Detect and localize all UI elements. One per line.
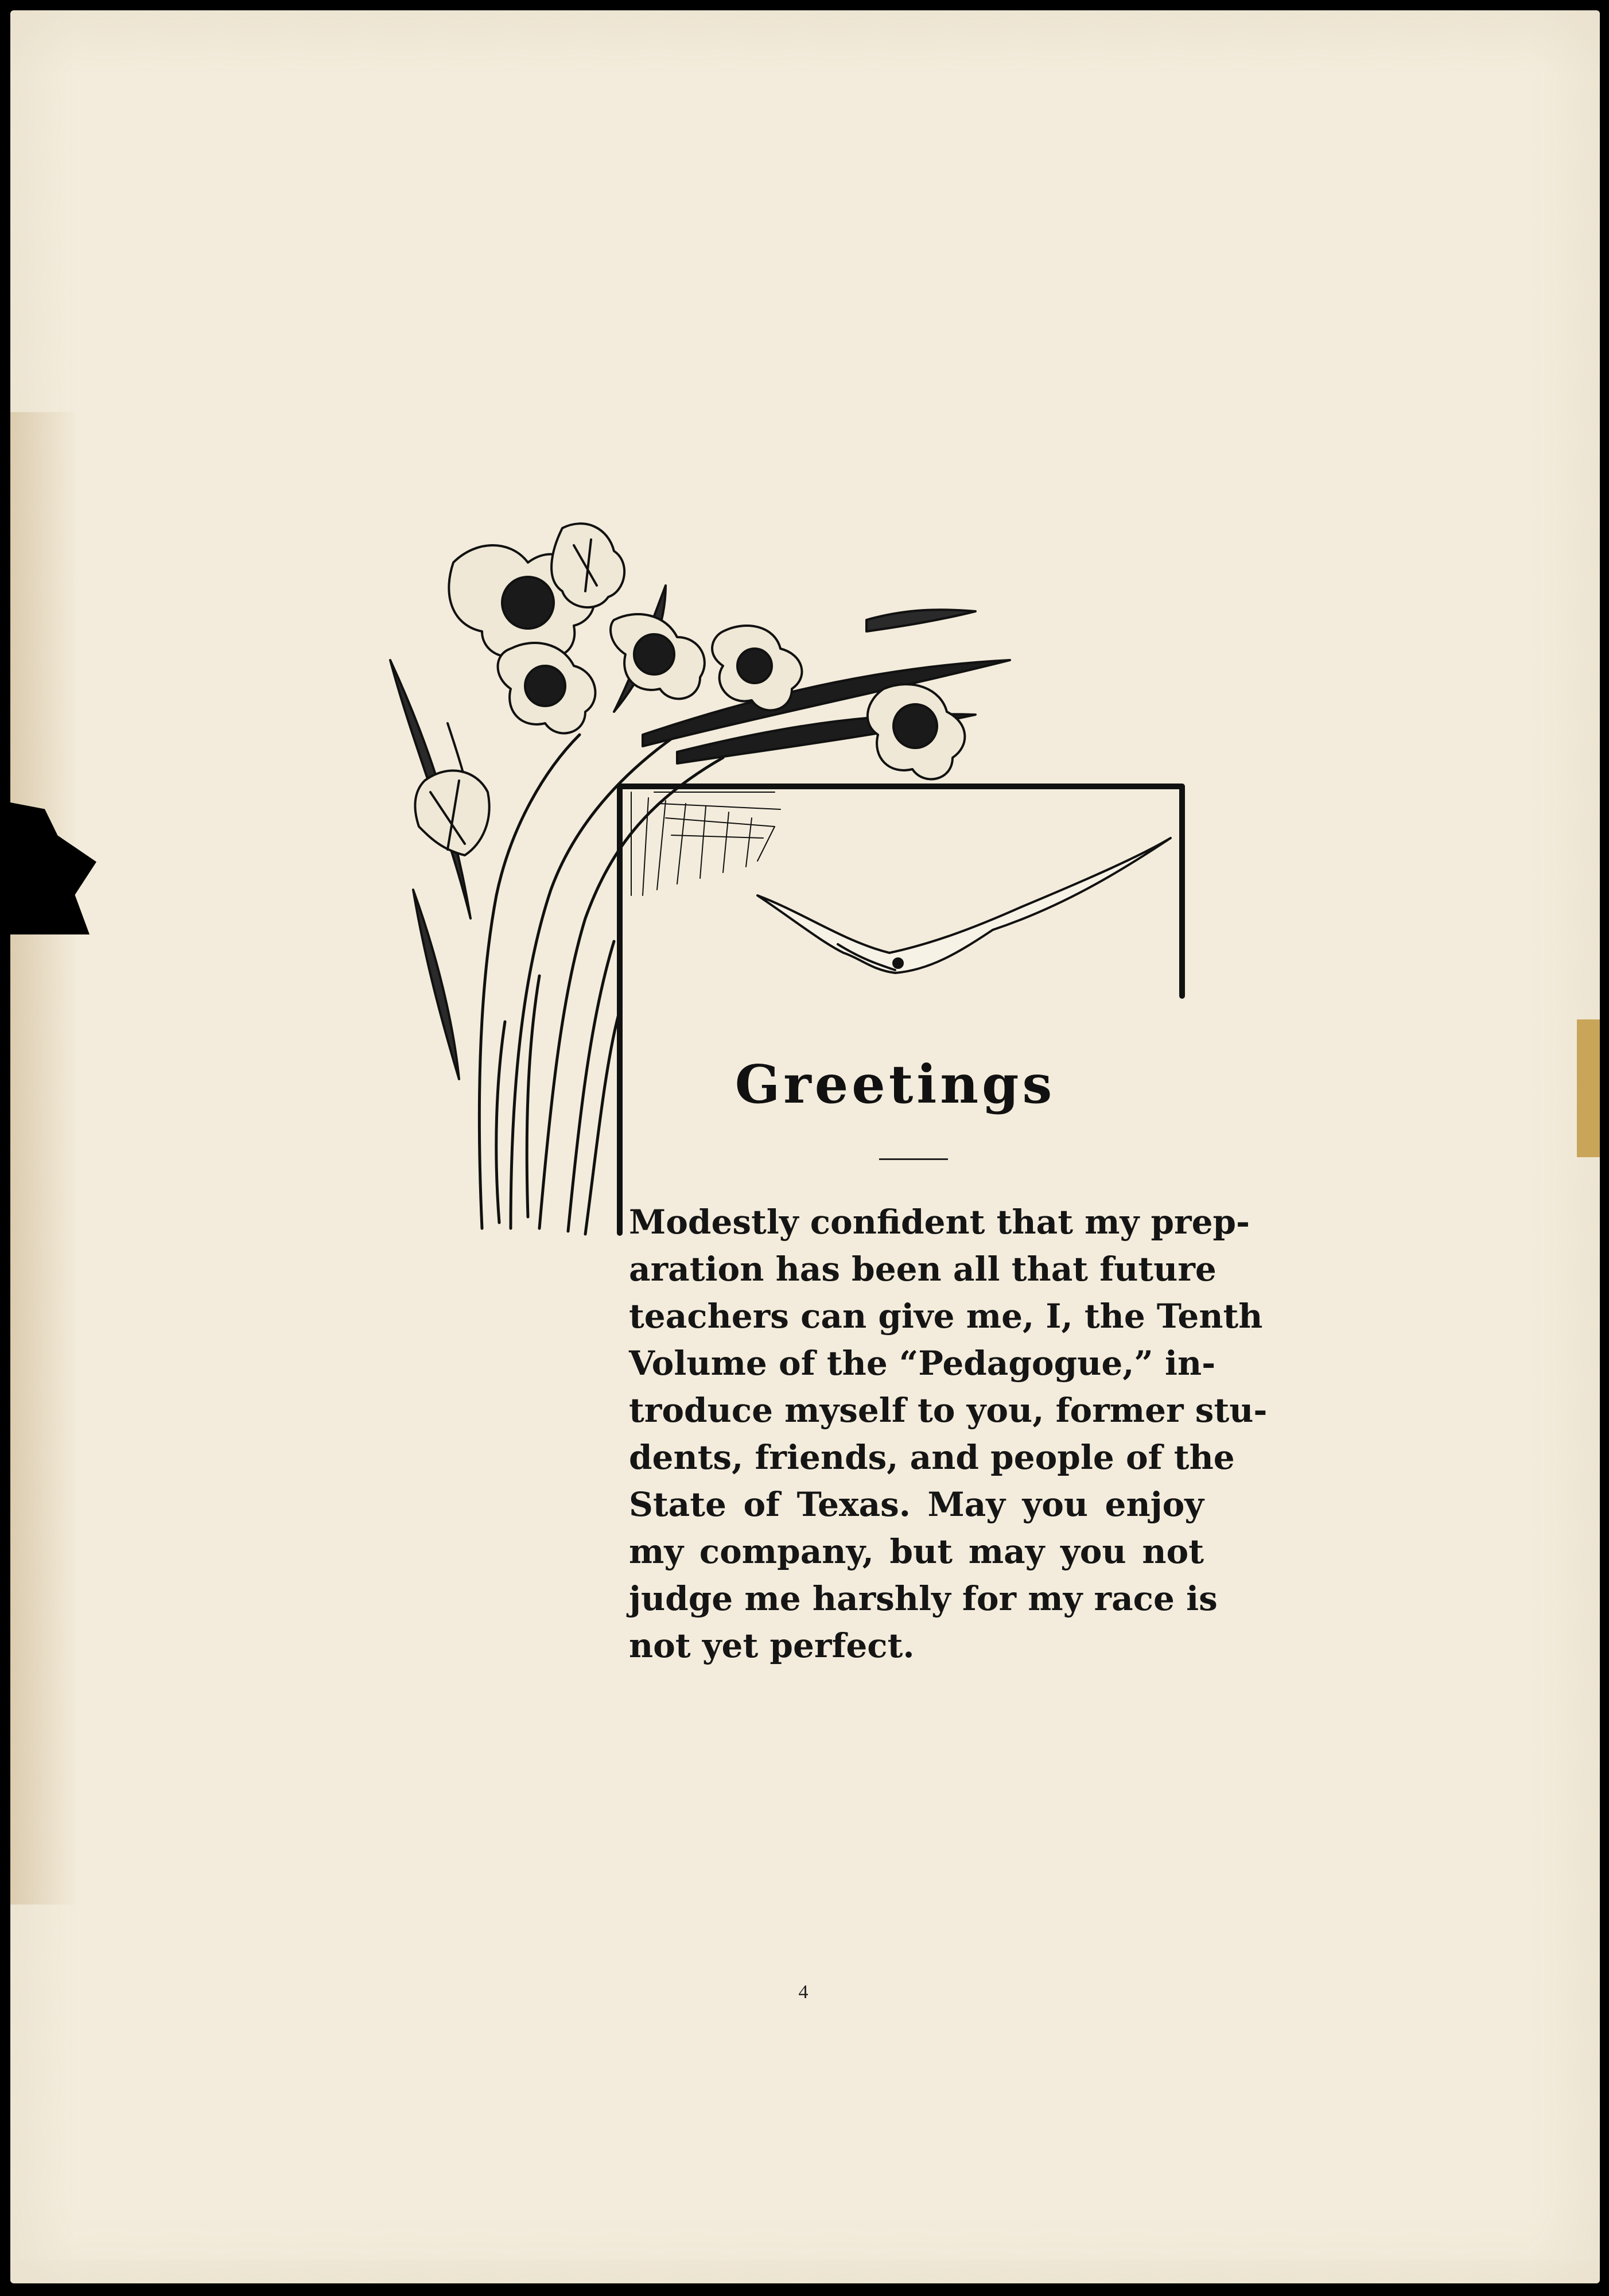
page-stain (10, 412, 79, 1905)
page-number: 4 (798, 1981, 809, 2003)
paragraph-line: troduce myself to you, former stu- (629, 1391, 1268, 1430)
dove-icon (757, 838, 1171, 973)
paragraph-line: judge me harshly for my race is (629, 1579, 1218, 1618)
paragraph-line: not yet perfect. (629, 1626, 915, 1665)
paragraph-line: dents, friends, and people of the (629, 1438, 1235, 1477)
paragraph-line: Volume of the “Pedagogue,” in- (629, 1344, 1216, 1383)
title-divider (879, 1158, 948, 1160)
page-tab (1577, 1019, 1600, 1157)
stems-icon (479, 735, 723, 1234)
paragraph-line: my company, but may you not (629, 1532, 1204, 1571)
greeting-title: Greetings (734, 1053, 1056, 1115)
daffodil-frame-illustration (379, 517, 1211, 1240)
paragraph-line: aration has been all that future (629, 1250, 1217, 1289)
paragraph-line: State of Texas. May you enjoy (629, 1485, 1204, 1524)
paragraph-line: teachers can give me, I, the Tenth (629, 1297, 1263, 1336)
paragraph-line: Modestly confident that my prep- (629, 1203, 1250, 1242)
frame-border (620, 786, 1182, 1233)
greeting-paragraph (629, 1199, 1268, 1669)
